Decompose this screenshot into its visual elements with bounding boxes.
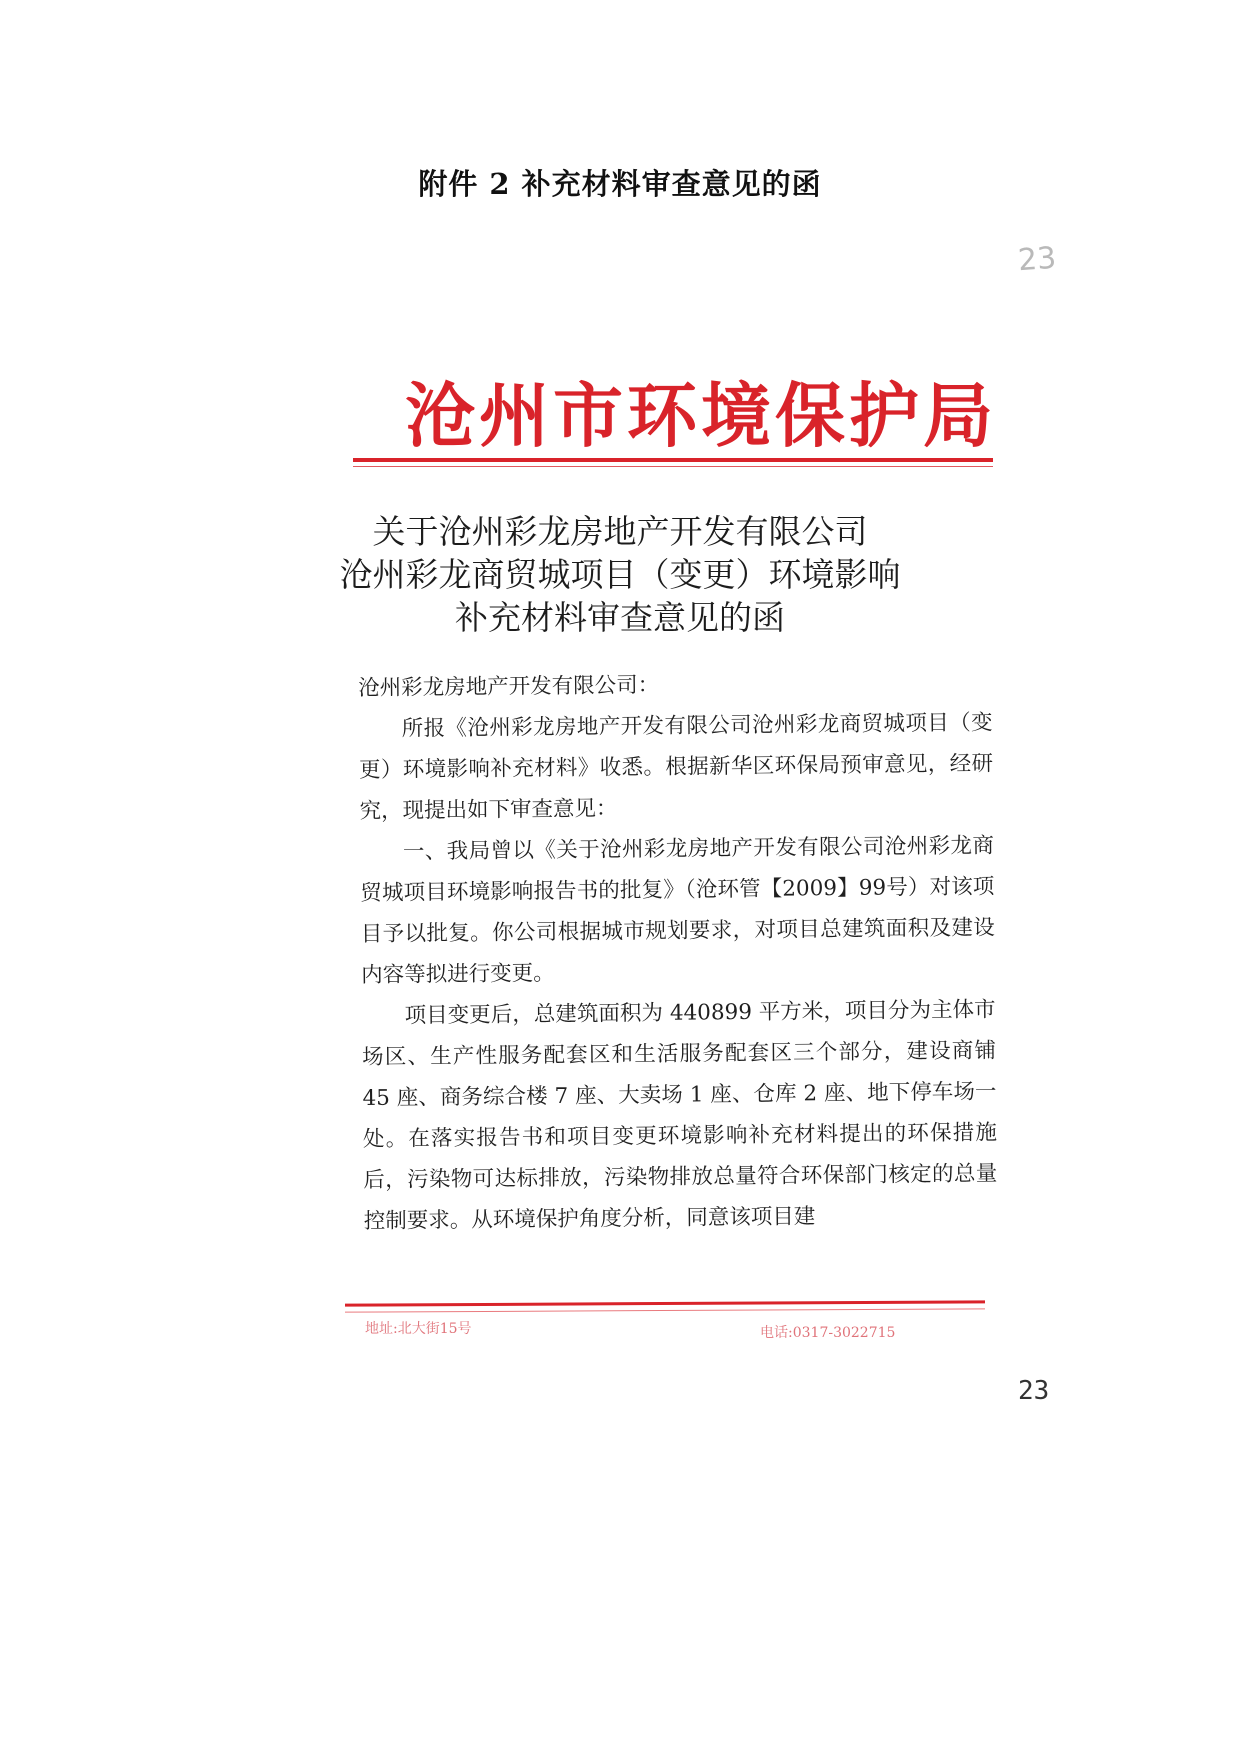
attachment-title: 附件 2 补充材料审查意见的函	[418, 167, 822, 201]
letter-title-line: 沧州彩龙商贸城项目（变更）环境影响	[339, 555, 901, 594]
letter-body	[358, 661, 998, 1242]
handwritten-page-mark: 23	[1016, 240, 1058, 279]
salutation: 沧州彩龙房地产开发有限公司：	[358, 672, 660, 701]
footer-address: 地址:北大街15号	[365, 1321, 472, 1337]
page-number: 23	[1018, 1376, 1050, 1406]
letter-title-line: 补充材料审查意见的函	[455, 598, 785, 637]
letter-title	[0, 510, 1240, 639]
letterhead-rule-thin	[353, 466, 993, 467]
body-paragraph: 项目变更后，总建筑面积为 440899 平方米，项目分为主体市场区、生产性服务配套区和生活服务配套区三个部分，建设商铺 45 座、商务综合楼 7 座、大卖场 1 座、仓库 2 座、地下停车场一处。在落实报告书和项目变更环境影响补充材料提出的环保措施后，污染物可达标排放，污染物排放总量符合环保部门核定的总量控制要求。从环境保护角度分析，同意该项目建	[361, 997, 998, 1234]
letterhead-agency-name: 沧州市环境保护局	[405, 374, 997, 457]
letter-title-line: 关于沧州彩龙房地产开发有限公司	[372, 512, 868, 551]
letterhead-rule	[353, 458, 993, 462]
footer-rule	[345, 1300, 985, 1306]
body-paragraph: 一、我局曾以《关于沧州彩龙房地产开发有限公司沧州彩龙商贸城项目环境影响报告书的批复》（沧环管【2009】99号）对该项目予以批复。你公司根据城市规划要求，对项目总建筑面积及建设内容等拟进行变更。	[360, 833, 995, 988]
footer-rule-thin	[345, 1308, 985, 1312]
body-paragraph: 所报《沧州彩龙房地产开发有限公司沧州彩龙商贸城项目（变更）环境影响补充材料》收悉。根据新华区环保局预审意见，经研究，现提出如下审查意见：	[358, 710, 994, 824]
footer-phone: 电话:0317-3022715	[760, 1325, 896, 1341]
